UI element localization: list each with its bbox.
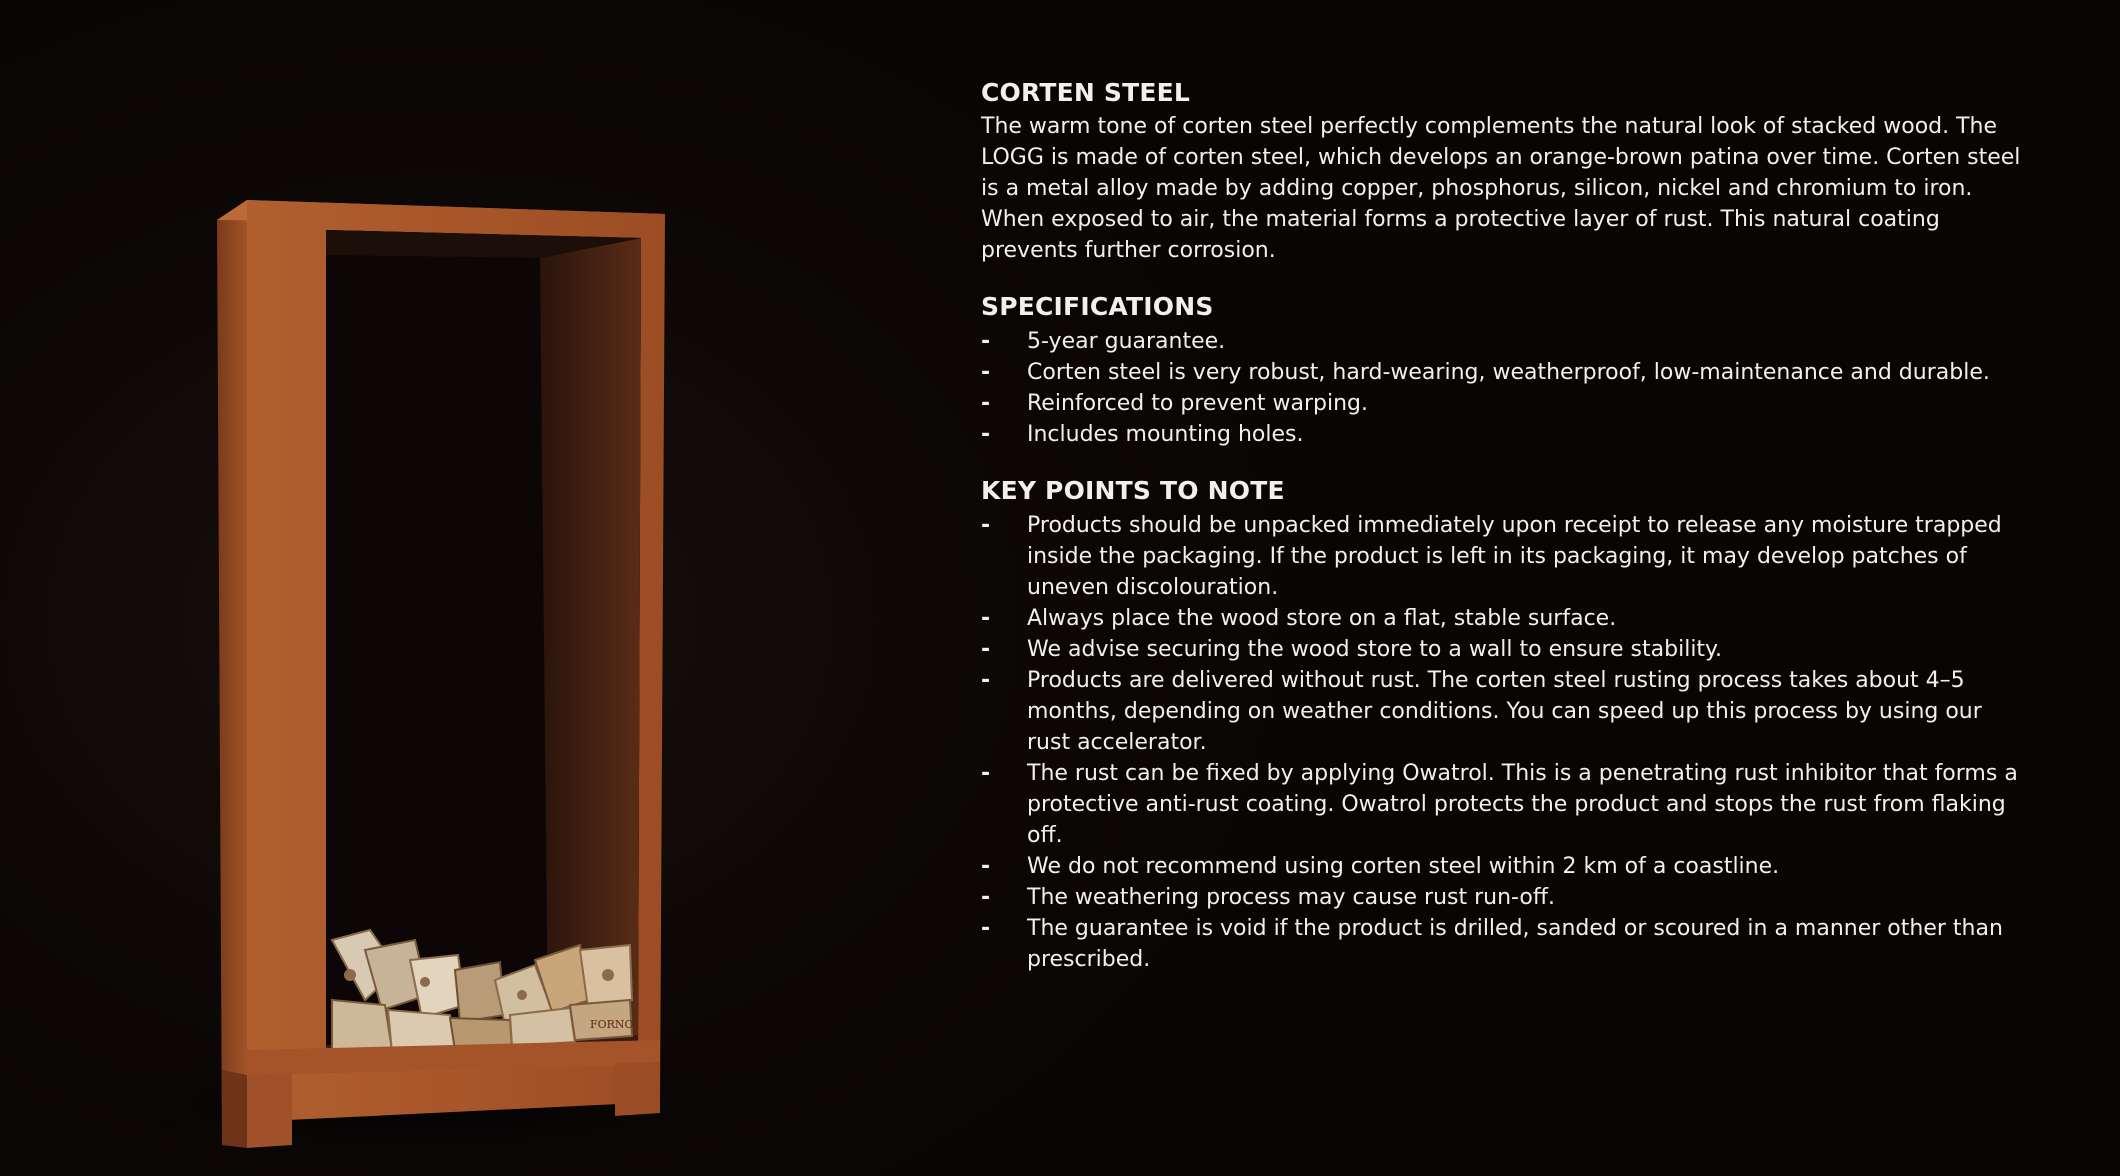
dash-icon: - [981,637,991,662]
list-item [981,357,2031,388]
dash-icon: - [981,668,991,693]
list-item-text: Products should be unpacked immediately upon receipt to release any moisture trapped inside the packaging. If the product is left in its packaging, it may develop patches of uneven discolouration. [1027,513,2002,600]
list-item-text: The rust can be fixed by applying Owatrol. This is a penetrating rust inhibitor that forms a protective anti-rust coating. Owatrol protects the product and stops the rust from flaking off. [1027,761,2018,848]
list-item [981,634,2031,665]
dash-icon: - [981,606,991,631]
specifications-heading: SPECIFICATIONS [981,292,1214,321]
leg-back-left [222,1070,247,1148]
list-item-text: We advise securing the wood store to a wall to ensure stability. [1027,637,1722,662]
product-description [981,76,2031,999]
list-item-text: 5-year guarantee. [1027,329,1226,354]
list-item [981,326,2031,357]
list-item-text: Includes mounting holes. [1027,422,1304,447]
dash-icon: - [981,854,991,879]
dash-icon: - [981,422,991,447]
list-item [981,758,2031,851]
list-item [981,388,2031,419]
dash-icon: - [981,329,991,354]
dash-icon: - [981,885,991,910]
leg-front-left [247,1073,292,1148]
specifications-list [981,326,2031,450]
list-item [981,913,2031,975]
wood-store-icon [160,170,720,1160]
dash-icon: - [981,513,991,538]
list-item-text: Corten steel is very robust, hard-wearing, weatherproof, low-maintenance and durable. [1027,360,1990,385]
key-points-section [981,474,2031,975]
dash-icon: - [981,916,991,941]
list-item [981,419,2031,450]
dash-icon: - [981,360,991,385]
dash-icon: - [981,761,991,786]
key-points-heading: KEY POINTS TO NOTE [981,476,1285,505]
list-item [981,882,2031,913]
interior-right-wall [540,238,641,1050]
corten-steel-section [981,76,2031,266]
list-item-text: The guarantee is void if the product is drilled, sanded or scoured in a manner other than prescribed. [1027,916,2003,972]
list-item-text: We do not recommend using corten steel within 2 km of a coastline. [1027,854,1780,879]
product-image [160,170,720,1160]
corten-steel-paragraph: The warm tone of corten steel perfectly complements the natural look of stacked wood. The LOGG is made of corten steel, which develops an orange-brown patina over time. Corten steel is a metal alloy made by adding copper, phosphorus, silicon, nickel and chromium to iron. When exposed to air, the material forms a protective layer of rust. This natural coating prevents further corrosion. [981,114,2021,263]
list-item-text: Products are delivered without rust. The corten steel rusting process takes about 4–5 months, depending on weather conditions. You can speed up this process by using our rust accelerator. [1027,668,1982,755]
left-side-panel [217,200,247,1145]
list-item-text: Always place the wood store on a flat, stable surface. [1027,606,1617,631]
leg-front-right [615,1062,660,1116]
list-item-text: The weathering process may cause rust run-off. [1027,885,1556,910]
list-item-text: Reinforced to prevent warping. [1027,391,1368,416]
key-points-list [981,510,2031,975]
list-item [981,603,2031,634]
specifications-section [981,290,2031,450]
list-item [981,510,2031,603]
corten-steel-heading: CORTEN STEEL [981,78,1191,107]
list-item [981,851,2031,882]
dash-icon: - [981,391,991,416]
forno-engraving: FORNO [590,1018,634,1031]
list-item [981,665,2031,758]
